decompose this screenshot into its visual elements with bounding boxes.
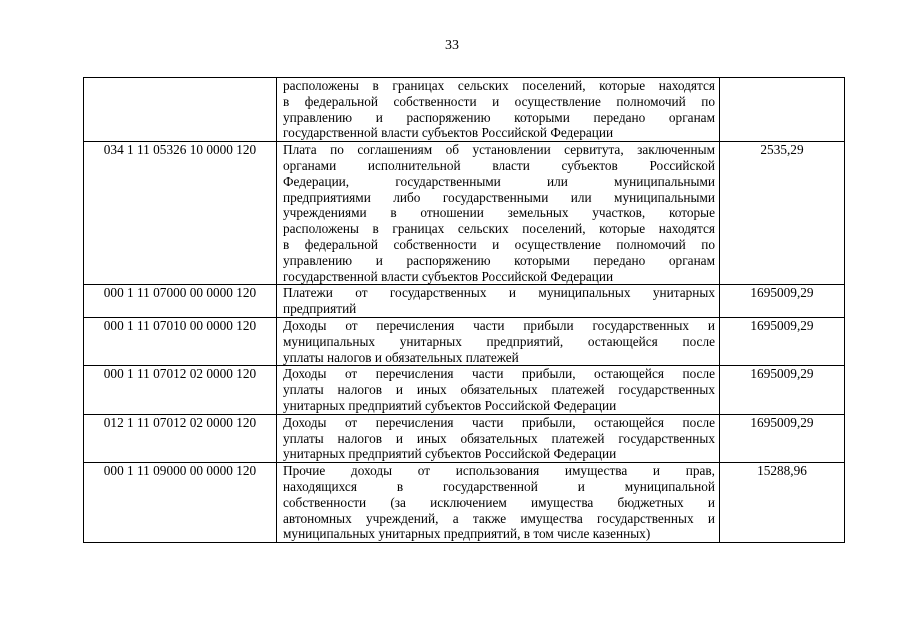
revenue-amount-cell: 1695009,29 bbox=[720, 366, 845, 414]
revenue-name-cell bbox=[277, 285, 720, 318]
revenue-code-cell: 000 1 11 07012 02 0000 120 bbox=[84, 366, 277, 414]
revenue-amount-cell: 1695009,29 bbox=[720, 317, 845, 365]
revenue-name-line: предприятий bbox=[283, 301, 357, 317]
revenue-name-line: унитарных предприятий субъектов Российской Федерации bbox=[283, 397, 617, 413]
revenue-name-cell bbox=[277, 142, 720, 285]
revenue-name-cell bbox=[277, 317, 720, 365]
table-row bbox=[84, 285, 845, 318]
revenue-name-line: находящихся в государственной и муниципальной bbox=[283, 478, 715, 494]
revenue-amount-cell: 2535,29 bbox=[720, 142, 845, 285]
revenue-code-cell: 000 1 11 07000 00 0000 120 bbox=[84, 285, 277, 318]
revenue-name-line: управлению и распоряжению которыми передано органам bbox=[283, 252, 715, 268]
revenue-name-line: Прочие доходы от использования имущества и прав, bbox=[283, 463, 715, 479]
revenue-name-line: автономных учреждений, а также имущества государственных и bbox=[283, 510, 715, 526]
revenue-name-line: муниципальных унитарных предприятий, остающейся после bbox=[283, 333, 715, 349]
revenue-name-line: Доходы от перечисления части прибыли государственных и bbox=[283, 317, 715, 333]
revenue-name-line: уплаты налогов и иных обязательных платежей государственных bbox=[283, 430, 715, 446]
revenue-name-line: в федеральной собственности и осуществление полномочий по bbox=[283, 93, 715, 109]
revenue-name-line: расположены в границах сельских поселений, которые находятся bbox=[283, 78, 715, 93]
revenue-code-cell: 000 1 11 07010 00 0000 120 bbox=[84, 317, 277, 365]
revenue-name-line: уплаты налогов и иных обязательных платежей государственных bbox=[283, 382, 715, 398]
revenue-name-line: Федерации, государственными или муниципальными bbox=[283, 173, 715, 189]
revenue-name-line: государственной власти субъектов Российской Федерации bbox=[283, 268, 614, 284]
revenue-name-line: в федеральной собственности и осуществление полномочий по bbox=[283, 236, 715, 252]
revenue-name-line: Платежи от государственных и муниципальных унитарных bbox=[283, 285, 715, 301]
revenue-code-cell: 034 1 11 05326 10 0000 120 bbox=[84, 142, 277, 285]
revenue-name-line: органами исполнительной власти субъектов Российской bbox=[283, 157, 715, 173]
revenue-name-line: Доходы от перечисления части прибыли, остающейся после bbox=[283, 366, 715, 382]
revenue-amount-cell bbox=[720, 78, 845, 142]
revenue-name-cell bbox=[277, 414, 720, 462]
table-row bbox=[84, 78, 845, 142]
revenue-name-line: управлению и распоряжению которыми передано органам bbox=[283, 109, 715, 125]
revenue-name-line: учреждениями в отношении земельных участков, которые bbox=[283, 205, 715, 221]
revenue-name-cell bbox=[277, 366, 720, 414]
revenue-name-cell bbox=[277, 463, 720, 543]
revenue-name-line: уплаты налогов и обязательных платежей bbox=[283, 349, 519, 365]
revenue-amount-cell: 1695009,29 bbox=[720, 414, 845, 462]
revenue-name-line: унитарных предприятий субъектов Российской Федерации bbox=[283, 446, 617, 462]
table-row bbox=[84, 414, 845, 462]
table-row bbox=[84, 317, 845, 365]
revenue-name-line: государственной власти субъектов Российской Федерации bbox=[283, 125, 614, 141]
revenue-name-line: Плата по соглашениям об установлении сервитута, заключенным bbox=[283, 142, 715, 158]
table-row bbox=[84, 142, 845, 285]
revenue-name-line: собственности (за исключением имущества бюджетных и bbox=[283, 494, 715, 510]
revenue-name-line: расположены в границах сельских поселений, которые находятся bbox=[283, 221, 715, 237]
revenue-name-line: предприятиями либо государственными или муниципальными bbox=[283, 189, 715, 205]
revenue-amount-cell: 15288,96 bbox=[720, 463, 845, 543]
table-row bbox=[84, 463, 845, 543]
revenue-amount-cell: 1695009,29 bbox=[720, 285, 845, 318]
page-number: 33 bbox=[445, 38, 459, 53]
table-row bbox=[84, 366, 845, 414]
revenue-code-cell bbox=[84, 78, 277, 142]
budget-revenue-table bbox=[83, 77, 845, 543]
revenue-name-cell bbox=[277, 78, 720, 142]
revenue-name-line: Доходы от перечисления части прибыли, остающейся после bbox=[283, 414, 715, 430]
revenue-code-cell: 012 1 11 07012 02 0000 120 bbox=[84, 414, 277, 462]
revenue-code-cell: 000 1 11 09000 00 0000 120 bbox=[84, 463, 277, 543]
table-body bbox=[84, 78, 845, 543]
revenue-name-line: муниципальных унитарных предприятий, в том числе казенных) bbox=[283, 526, 651, 542]
